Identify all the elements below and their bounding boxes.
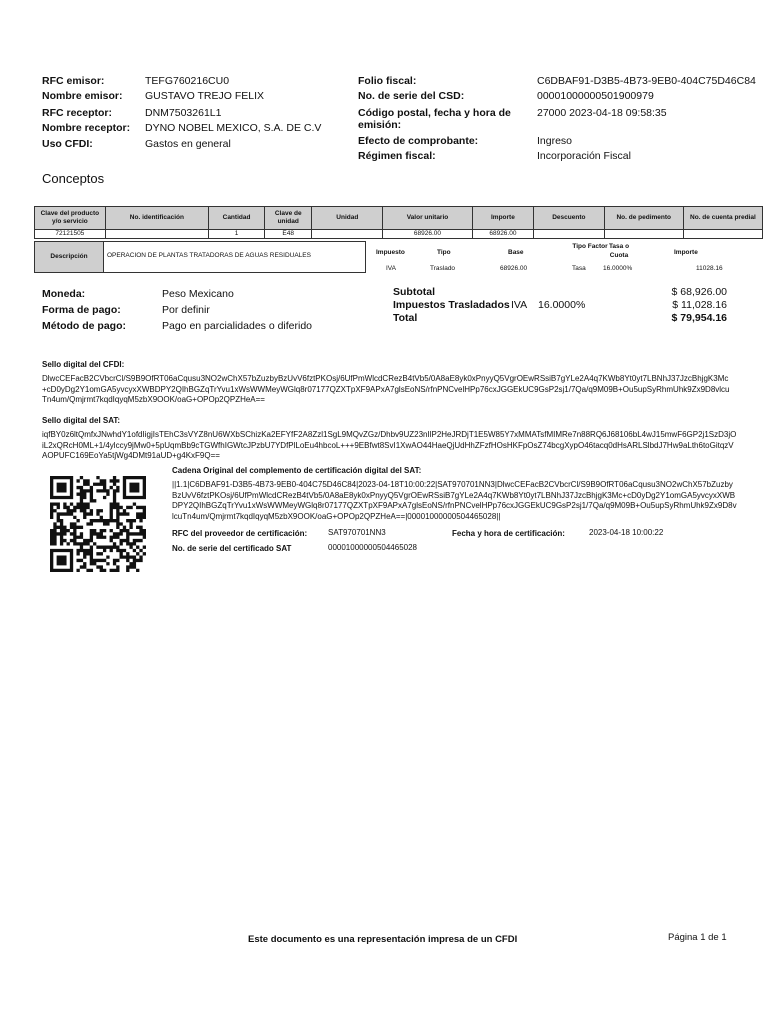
tax-header-tasa-cuota: Tasa o Cuota [608,243,630,259]
moneda-label: Moneda: [42,288,86,300]
descripcion-value: OPERACION DE PLANTAS TRATADORAS DE AGUAS RESIDUALES [107,252,311,259]
col-header: No. de pedimento [604,207,683,230]
fecha-certificacion-value: 2023-04-18 10:00:22 [589,528,664,537]
rfc-proveedor-label: RFC del proveedor de certificación: [172,529,308,538]
tax-header-importe: Importe [674,249,698,256]
qr-code-image [50,476,146,572]
table-cell [604,230,683,239]
impuestos-trasladados-value: $ 11,028.16 [672,299,727,311]
subtotal-label: Subtotal [393,286,435,298]
cadena-original-text: ||1.1|C6DBAF91-D3B5-4B73-9EB0-404C75D46C84|2023-04-18T10:00:22|SAT970701NN3|DlwcCEFacB2CVbcrCl/S9B9OfRT06aCqusu3NO2wChX57bZuzbyBzUvV6fztPKOsj/6UfPmWlcdCRezB4tVb5/0A8aE8yk0xPnyyQ5VgrOEwRSsiB7gYLe2A4q7KWb8Yt0yt7LBNhJ37JzcBhjgK3Mc+cD0yDg2Y1omGA5yvcyxXWBDPY2QIhBGZqTrYvu1xWsWWMeyWGlq8r07177QZXTpXF9APxA7glsEoNS/rfnPNCvelHPp76cxJGGEkUC9GsP2sj1/7Qa/q9M09B+Ou5upSyRhmUhk9Zx9D8vlcuTn4um/Qmjrmt7kqdIqyqM5zbX9OOK/oaG+OPOp2QPZHeA==|00001000000504465028|| [172,480,737,521]
tax-impuesto: IVA [386,265,396,272]
table-header-row [35,207,763,230]
cadena-original-title: Cadena Original del complemento de certificación digital del SAT: [172,466,422,475]
col-header: No. identificación [105,207,208,230]
col-header: Cantidad [209,207,265,230]
table-cell: 1 [209,230,265,239]
folio-fiscal-value: C6DBAF91-D3B5-4B73-9EB0-404C75D46C84 [537,75,756,87]
impuestos-trasladados-label: Impuestos Trasladados [393,299,510,311]
rfc-emisor-value: TEFG760216CU0 [145,75,230,87]
sello-sat-text: iqfBY0z6ltQmfxJNwhdY1ofdIigjIsTEhC3sVYZ8nU6WXbSChizKa2EFYfF2A8Zzl1SgL9MQvZGz/Dhbv9UZ23nIlP2HeJRDjT1E5W85Y7xMMATsfMIMRe7n88RQ6J68106bL4wJ15mwF6GP2j1SzD3jOiL2xQRcH0ML+1/4ylccy9jMw0+5pUqmBb9cTGWfhIGWtcJPzbU7YDfPlLoEu4hbcoL+++9EBfwt8SvI1XwAO44HaeQjUdHhZFzfHOsHKFpOsZ74bcgXypO46tacq0dHsARLSlbdJ7Hw9aLth6toGitqzVAOPUFC169EoYa5tjWg4DMt91aUD+g4KxF9Q== [42,430,737,460]
tax-base: 68926.00 [500,265,528,272]
tax-tasa: 16.0000% [603,265,633,272]
col-header: Clave de unidad [264,207,311,230]
conceptos-table [34,206,763,239]
rfc-receptor-value: DNM7503261L1 [145,107,222,119]
regimen-fiscal-value: Incorporación Fiscal [537,150,631,162]
total-value: $ 79,954.16 [671,312,727,324]
footer-note: Este documento es una representación impresa de un CFDI [248,934,518,945]
codigo-postal-label-line2: emisión: [358,119,402,131]
col-header: No. de cuenta predial [683,207,762,230]
table-cell [312,230,383,239]
tax-tipo: Traslado [430,265,456,272]
tax-header-tipo: Tipo [437,249,451,256]
forma-pago-value: Por definir [162,304,210,316]
efecto-comprobante-value: Ingreso [537,135,573,147]
table-row [35,230,763,239]
tax-header-tipo-factor: Tipo Factor [572,243,608,250]
metodo-pago-value: Pago en parcialidades o diferido [162,320,313,332]
regimen-fiscal-label: Régimen fiscal: [358,150,436,162]
col-header: Importe [472,207,533,230]
rfc-receptor-label: RFC receptor: [42,107,113,119]
table-cell [105,230,208,239]
nombre-receptor-value: DYNO NOBEL MEXICO, S.A. DE C.V [145,122,322,134]
tax-tipo-factor: Tasa [572,265,586,272]
table-cell: 72121505 [35,230,106,239]
iva-label: IVA [511,299,528,311]
codigo-postal-value: 27000 2023-04-18 09:58:35 [537,107,667,119]
tax-header-impuesto: Impuesto [376,249,405,256]
col-header: Clave del producto y/o servicio [35,207,106,230]
rfc-proveedor-value: SAT970701NN3 [328,528,386,537]
nombre-emisor-value: GUSTAVO TREJO FELIX [145,90,265,102]
table-cell [534,230,605,239]
efecto-comprobante-label: Efecto de comprobante: [358,135,479,147]
sello-cfdi-title: Sello digital del CFDI: [42,360,125,369]
table-cell [683,230,762,239]
folio-fiscal-label: Folio fiscal: [358,75,417,87]
sello-cfdi-text: DlwcCEFacB2CVbcrCl/S9B9OfRT06aCqusu3NO2wChX57bZuzbyBzUvV6fztPKOsj/6UfPmWlcdCRezB4tVb5/0A8aE8yk0xPnyyQ5VgrOEwRSsiB7gYLe2A4q7KWb8Yt0yt7LBNhJ37JzcBhjgK3Mc+cD0yDg2Y1omGA5yvcyxXWBDPY2QIhBGZqTrYvu1xWsWWMeyWGlq8r07177QZXTpXF9APxA7glsEoNS/rfnPNCvelHPp76cxJGGEkUC9GsP2sj1/7Qa/q9M09B+Ou5upSyRhmUhk9Zx9D8vlcuTn4um/Qmjrmt7kqdIqyqM5zbX9OOK/oaG+OPOp2QPZHeA== [42,374,730,404]
col-header: Unidad [312,207,383,230]
tax-header-base: Base [508,249,524,256]
csd-value: 00001000000501900979 [537,90,654,102]
total-label: Total [393,312,418,324]
csd-label: No. de serie del CSD: [358,90,465,102]
table-cell: 68926.00 [472,230,533,239]
fecha-certificacion-label: Fecha y hora de certificación: [452,529,565,538]
rfc-emisor-label: RFC emisor: [42,75,105,87]
metodo-pago-label: Método de pago: [42,320,126,332]
moneda-value: Peso Mexicano [162,288,234,300]
nombre-receptor-label: Nombre receptor: [42,122,131,134]
descripcion-box [34,241,366,273]
serie-certificado-sat-value: 00001000000504465028 [328,543,417,552]
iva-rate: 16.0000% [538,299,586,311]
col-header: Valor unitario [383,207,473,230]
uso-cfdi-value: Gastos en general [145,138,231,150]
uso-cfdi-label: Uso CFDI: [42,138,93,150]
table-cell: E48 [264,230,311,239]
codigo-postal-label-line1: Código postal, fecha y hora de [358,107,511,119]
forma-pago-label: Forma de pago: [42,304,121,316]
tax-importe: 11028.16 [696,265,723,272]
subtotal-value: $ 68,926.00 [671,286,727,298]
table-cell: 68926.00 [383,230,473,239]
nombre-emisor-label: Nombre emisor: [42,90,123,102]
page-number: Página 1 de 1 [668,932,727,943]
col-header: Descuento [534,207,605,230]
descripcion-label: Descripción [35,242,104,272]
sello-sat-title: Sello digital del SAT: [42,416,121,425]
conceptos-title: Conceptos [42,171,105,186]
serie-certificado-sat-label: No. de serie del certificado SAT [172,544,292,553]
